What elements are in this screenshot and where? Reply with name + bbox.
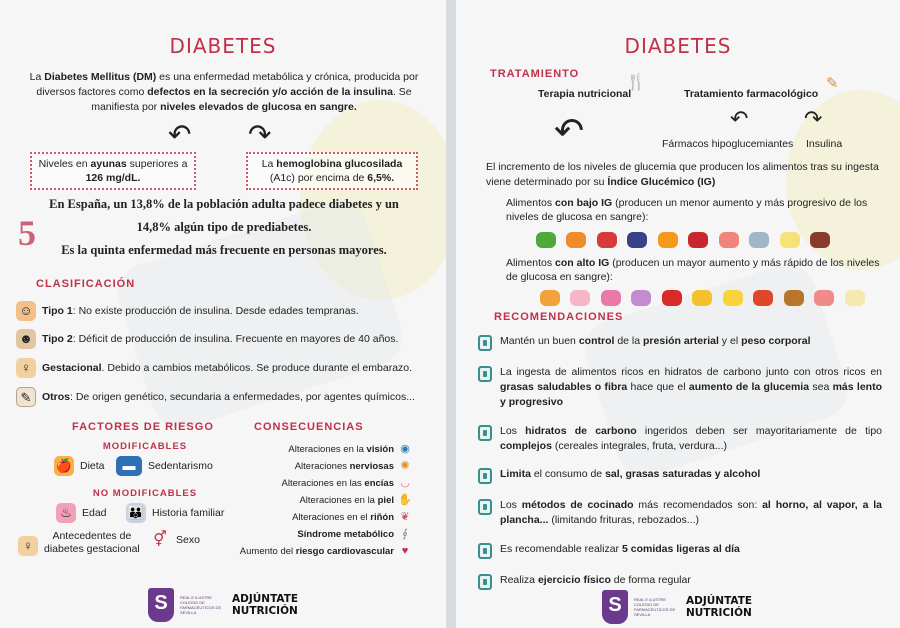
farmaco-label: Tratamiento farmacológico (684, 88, 819, 100)
egg-icon (780, 232, 800, 248)
ig-paragraph: El incremento de los niveles de glucemia que producen los alimentos tras su ingesta viene determinado por su Índice Glucémico (IG) (486, 161, 879, 188)
cake-icon (814, 290, 834, 306)
list-item: Alteraciones nerviosas ✺ (220, 458, 412, 475)
recommendation-text: Es recomendable realizar 5 comidas ligeras al día (500, 543, 740, 555)
stethoscope-icon: ∮ (402, 528, 408, 540)
clasificacion-heading: CLASIFICACIÓN (36, 278, 136, 290)
modificables-heading: MODIFICABLES (102, 441, 188, 452)
adult-icon: ☻ (16, 329, 36, 349)
children-icon: ☺ (16, 301, 36, 321)
recommendation-text: La ingesta de alimentos ricos en hidratos de carbono junto con otros ricos en grasas saludables o fibra hace que el aumento de la glucemia sea más lento y progresivo (500, 366, 882, 408)
page-title: DIABETES (624, 34, 732, 58)
icecream-icon (631, 290, 651, 306)
kidney-icon: ❦ (400, 511, 410, 523)
document-icon: ✎ (16, 387, 36, 407)
sofa-icon: ▬ (116, 456, 142, 476)
list-item: Alteraciones en el riñón ❦ (220, 509, 412, 526)
soda-icon (662, 290, 682, 306)
pregnant-icon: ♀ (18, 536, 38, 556)
logo: S REAL E ILUSTRE COLEGIO DE FARMACÉUTICOS DE SEVILLA ADJÚNTATE NUTRICIÓN (602, 590, 752, 624)
fasting-box: Niveles en ayunas superiores a 126 mg/dL. (30, 152, 196, 190)
list-item (478, 573, 882, 590)
list-item: ✎ Otros: De origen genético, secundaria a enfermedades, por agentes químicos... (16, 382, 436, 412)
arrow-right-small-icon: ↷ (804, 106, 823, 131)
chips-icon (753, 290, 773, 306)
eye-icon: ◉ (400, 443, 410, 455)
recomendaciones-list (478, 334, 882, 590)
recommendation-text: Los métodos de cocinado más recomendados son: al horno, al vapor, a la plancha... (limitando frituras, rebozados...) (500, 499, 883, 526)
consecuencias-heading: CONSECUENCIAS (254, 421, 364, 433)
pepper-icon (536, 232, 556, 248)
a1c-box: La hemoglobina glucosilada (A1c) por encima de 6,5%. (246, 152, 418, 190)
recommendation-text: Limita el consumo de sal, grasas saturadas y alcohol (500, 468, 761, 480)
big-number-five: 5 (18, 213, 36, 253)
nerve-icon: ✺ (400, 460, 410, 472)
carrot-icon (566, 232, 586, 248)
hipo-label: Fármacos hipoglucemiantes (662, 138, 794, 150)
cake-icon: ♨ (56, 503, 76, 523)
glucometer-icon (478, 499, 492, 515)
left-page (0, 0, 446, 628)
food-icon: 🍎 (54, 456, 74, 476)
glucometer-icon (478, 366, 492, 382)
arrow-left-small-icon: ↶ (730, 106, 749, 131)
heart-icon: ♥ (401, 545, 409, 557)
glucometer-icon (478, 574, 492, 590)
apple-icon (688, 232, 708, 248)
list-item (478, 424, 882, 454)
hand-icon: ✋ (398, 494, 412, 506)
list-item: ☻ Tipo 2: Déficit de producción de insulina. Frecuente en mayores de 40 años. (16, 324, 436, 354)
tratamiento-heading: TRATAMIENTO (490, 68, 580, 80)
arrow-right-icon: ↷ (248, 119, 272, 150)
salmon-icon (719, 232, 739, 248)
strawberry-icon (597, 232, 617, 248)
list-item: ♀ Gestacional. Debido a cambios metabólicos. Se produce durante el embarazo. (16, 354, 436, 382)
stat-spain: En España, un 13,8% de la población adulta padece diabetes y un 14,8% algún tipo de prediabetes. Es la quinta enfermedad más frecuente en personas mayores. (49, 197, 399, 257)
consecuencias-list (220, 441, 412, 560)
fish-icon (749, 232, 769, 248)
clasificacion-list (16, 298, 436, 412)
pregnant-icon: ♀ (16, 358, 36, 378)
beans-icon (810, 232, 830, 248)
list-item: ☺ Tipo 1: No existe producción de insulina. Desde edades tempranas. (16, 298, 436, 324)
glucometer-icon (478, 425, 492, 441)
fries-icon (723, 290, 743, 306)
gender-icon: ⚥ (153, 531, 167, 548)
shield-logo-icon: S (148, 588, 174, 622)
sexo-item: ⚥ Sexo (150, 530, 200, 550)
list-item: Aumento del riesgo cardiovascular ♥ (220, 543, 412, 560)
sedentarismo-item: ▬ Sedentarismo (116, 456, 213, 476)
juice-icon (692, 290, 712, 306)
syringe-icon: ✎ (826, 75, 839, 92)
factores-heading: FACTORES DE RIESGO (72, 421, 214, 433)
list-item: Alteraciones en la piel ✋ (220, 492, 412, 509)
pizza-icon (540, 290, 560, 306)
pudding-icon (845, 290, 865, 306)
low-ig-foods (536, 232, 836, 253)
list-item: Alteraciones en la visión ◉ (220, 441, 412, 458)
list-item (478, 542, 882, 559)
right-page (456, 0, 900, 628)
bajo-ig-text: Alimentos con bajo IG (producen un menor aumento y más progresivo de los niveles de glucosa en sangre): (506, 197, 868, 223)
list-item: Síndrome metabólico ∮ (220, 526, 412, 543)
family-icon: 👪 (126, 503, 146, 523)
glucometer-icon (478, 335, 492, 351)
list-item (478, 365, 882, 410)
donut-icon (570, 290, 590, 306)
dieta-item: 🍎 Dieta (54, 456, 105, 476)
terapia-label: Terapia nutricional (538, 88, 632, 100)
orange-icon (658, 232, 678, 248)
arrow-left-icon: ↶ (168, 119, 192, 150)
antecedentes-item: ♀ Antecedentes de diabetes gestacional (18, 530, 140, 556)
page-title: DIABETES (169, 34, 277, 58)
insulina-label: Insulina (806, 138, 843, 150)
glucometer-icon (478, 543, 492, 559)
intro-paragraph: La Diabetes Mellitus (DM) es una enfermedad metabólica y crónica, producida por diversos factores como defectos en la secreción y/o acción de la insulina. Se manifiesta por niveles elevados de glucosa en sangre. (29, 71, 419, 113)
recomendaciones-heading: RECOMENDACIONES (494, 311, 624, 323)
high-ig-foods (540, 290, 871, 311)
alto-ig-text: Alimentos con alto IG (producen un mayor aumento y más rápido de los niveles de glucosa en sangre): (506, 257, 880, 283)
edad-item: ♨ Edad (56, 503, 107, 523)
burger-icon (784, 290, 804, 306)
cutlery-icon: 🍴 (626, 74, 646, 91)
gums-icon: ◡ (400, 477, 410, 489)
arrow-left-icon: ↶ (554, 110, 585, 151)
logo: S REAL E ILUSTRE COLEGIO DE FARMACÉUTICOS DE SEVILLA ADJÚNTATE NUTRICIÓN (148, 588, 298, 622)
historia-item: 👪 Historia familiar (126, 503, 224, 523)
list-item: Alteraciones en las encías ◡ (220, 475, 412, 492)
blueberry-icon (627, 232, 647, 248)
candy-icon (601, 290, 621, 306)
recommendation-text: Mantén un buen control de la presión arterial y el peso corporal (500, 335, 811, 347)
list-item (478, 334, 882, 351)
list-item (478, 467, 882, 484)
no-modificables-heading: NO MODIFICABLES (92, 488, 198, 499)
list-item (478, 498, 882, 528)
recommendation-text: Realiza ejercicio físico de forma regular (500, 574, 691, 586)
shield-logo-icon: S (602, 590, 628, 624)
glucometer-icon (478, 468, 492, 484)
recommendation-text: Los hidratos de carbono ingeridos deben ser mayoritariamente de tipo complejos (cereales integrales, fruta, verdura...) (500, 425, 882, 452)
